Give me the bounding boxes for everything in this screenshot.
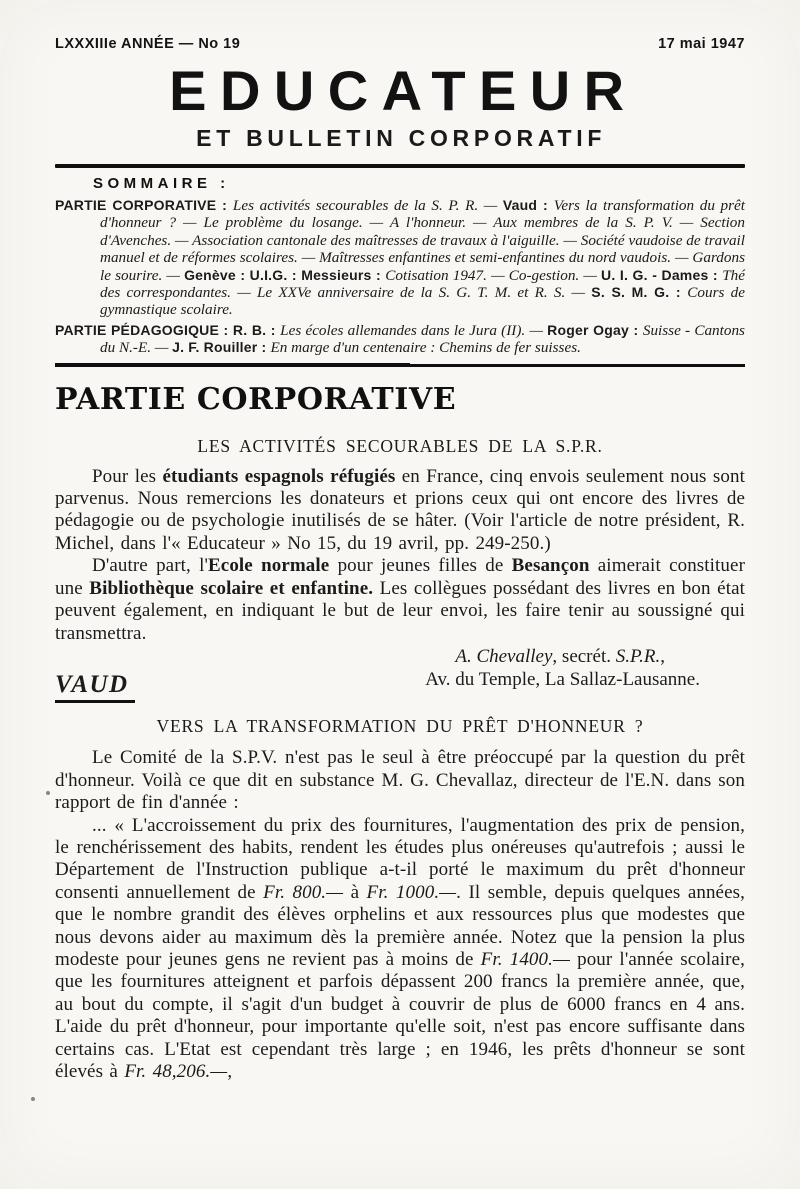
paragraph: Pour les étudiants espagnols réfugiés en France, cinq envois seulement nous sont parvenus. Nous remercions les donateurs et prions ceux qui ont encore des livres de pédagogie ou de psychologie inutilisés de se hâter. (Voir l'article de notre président, R. Michel, dans l'« Educateur » No 15, du 19 avril, pp. 249-250.) (55, 465, 746, 554)
paragraph: D'autre part, l'Ecole normale pour jeunes filles de Besançon aimerait constituer une Bibliothèque scolaire et enfantine. Les collègues possédant des livres en bon état peuvent également, en indiquant le but de leur envoi, les faire tenir au soussigné qui transmettra. (55, 555, 745, 644)
rule-segment (405, 364, 745, 368)
top-rule (55, 164, 745, 168)
masthead-date: 17 mai 1947 (658, 36, 745, 52)
masthead-issue: LXXXIIIe ANNÉE — No 19 (55, 36, 241, 52)
masthead (55, 36, 745, 52)
paragraph: ... « L'accroissement du prix des fournitures, l'augmentation des prix de pension, le renchérissement des habits, rendent les études plus onéreuses qu'autrefois ; aussi le Département de l'Instruction publique a-t-il porté le maximum du prêt d'honneur consenti annuellement de Fr. 800.— à Fr. 1000.—. Il semble, depuis quelques années, que le nombre grandit des élèves orphelins et aux ressources plus que modestes que nous devons aider au maximum dès la première année. Notez que la pension la plus modeste pour jeunes gens ne revient pas à moins de Fr. 1400.— pour l'année scolaire, que les fournitures atteignent et parfois dépassent 200 francs la première année, que, au bout du compte, il s'agit d'un budget à couvrir de plus de 6000 francs en 4 ans. L'aide du prêt d'honneur, pour importante qu'elle soit, n'est pas encore suffisante dans certains cas. L'Etat est cependant très large ; en 1946, les prêts d'honneur se sont élevés à Fr. 48,206.—, (55, 814, 745, 1082)
journal-subtitle: ET BULLETIN CORPORATIF (196, 125, 607, 151)
article-title-secourables: LES ACTIVITÉS SECOURABLES DE LA S.P.R. (197, 435, 603, 456)
paragraph: Le Comité de la S.P.V. n'est pas le seul à être préoccupé par la question du prêt d'honneur. Voilà ce que dit en substance M. G. Chevallaz, directeur de l'E.N. dans son rapport de fin d'année : (55, 747, 745, 814)
section-title-partie-corporative: PARTIE CORPORATIVE (55, 381, 457, 417)
journal-title: EDUCATEUR (169, 59, 638, 122)
scan-speck (46, 791, 50, 795)
sommaire-heading: SOMMAIRE : (93, 175, 230, 192)
article-pret-honneur (55, 716, 745, 1083)
sommaire-entry-pedagogique: PARTIE PÉDAGOGIQUE : R. B. : Les écoles allemandes dans le Jura (II). — Roger Ogay : Suisse - Cantons du N.-E. — J. F. Rouiller : En marge d'un centenaire : Chemins de fer suisses. (55, 321, 745, 357)
rule-segment (55, 363, 410, 368)
sommaire-entries (55, 197, 745, 357)
bottom-rule (55, 363, 745, 369)
signature-line-2: Av. du Temple, La Sallaz-Lausanne. (425, 669, 700, 691)
vaud-signature-row (55, 668, 745, 703)
scan-speck (31, 1097, 35, 1101)
sommaire-entry-corporative: PARTIE CORPORATIVE : Les activités secourables de la S. P. R. — Vaud : Vers la transformation du prêt d'honneur ? — Le problème du losange. — A l'honneur. — Aux membres de la S. P. V. — Section d'Avenches. — Association cantonale des maîtresses de travaux à l'aiguille. — Société vaudoise de travail manuel et de réformes scolaires. — Maîtresses enfantines et semi-enfantines du nord vaudois. — Gardons le sourire. — Genève : U.I.G. : Messieurs : Cotisation 1947. — Co-gestion. — U. I. G. - Dames : Thé des correspondantes. — Le XXVe anniversaire de la S. G. T. M. et R. S. — S. S. M. G. : Cours de gymnastique scolaire. (55, 197, 745, 319)
article-secourables (55, 436, 745, 704)
article-title-pret-honneur: VERS LA TRANSFORMATION DU PRÊT D'HONNEUR ? (156, 716, 644, 737)
signature-line-1: A. Chevalley, secrét. S.P.R., (455, 645, 665, 667)
vaud-section-heading: VAUD (55, 671, 135, 703)
sommaire-block (55, 175, 745, 357)
